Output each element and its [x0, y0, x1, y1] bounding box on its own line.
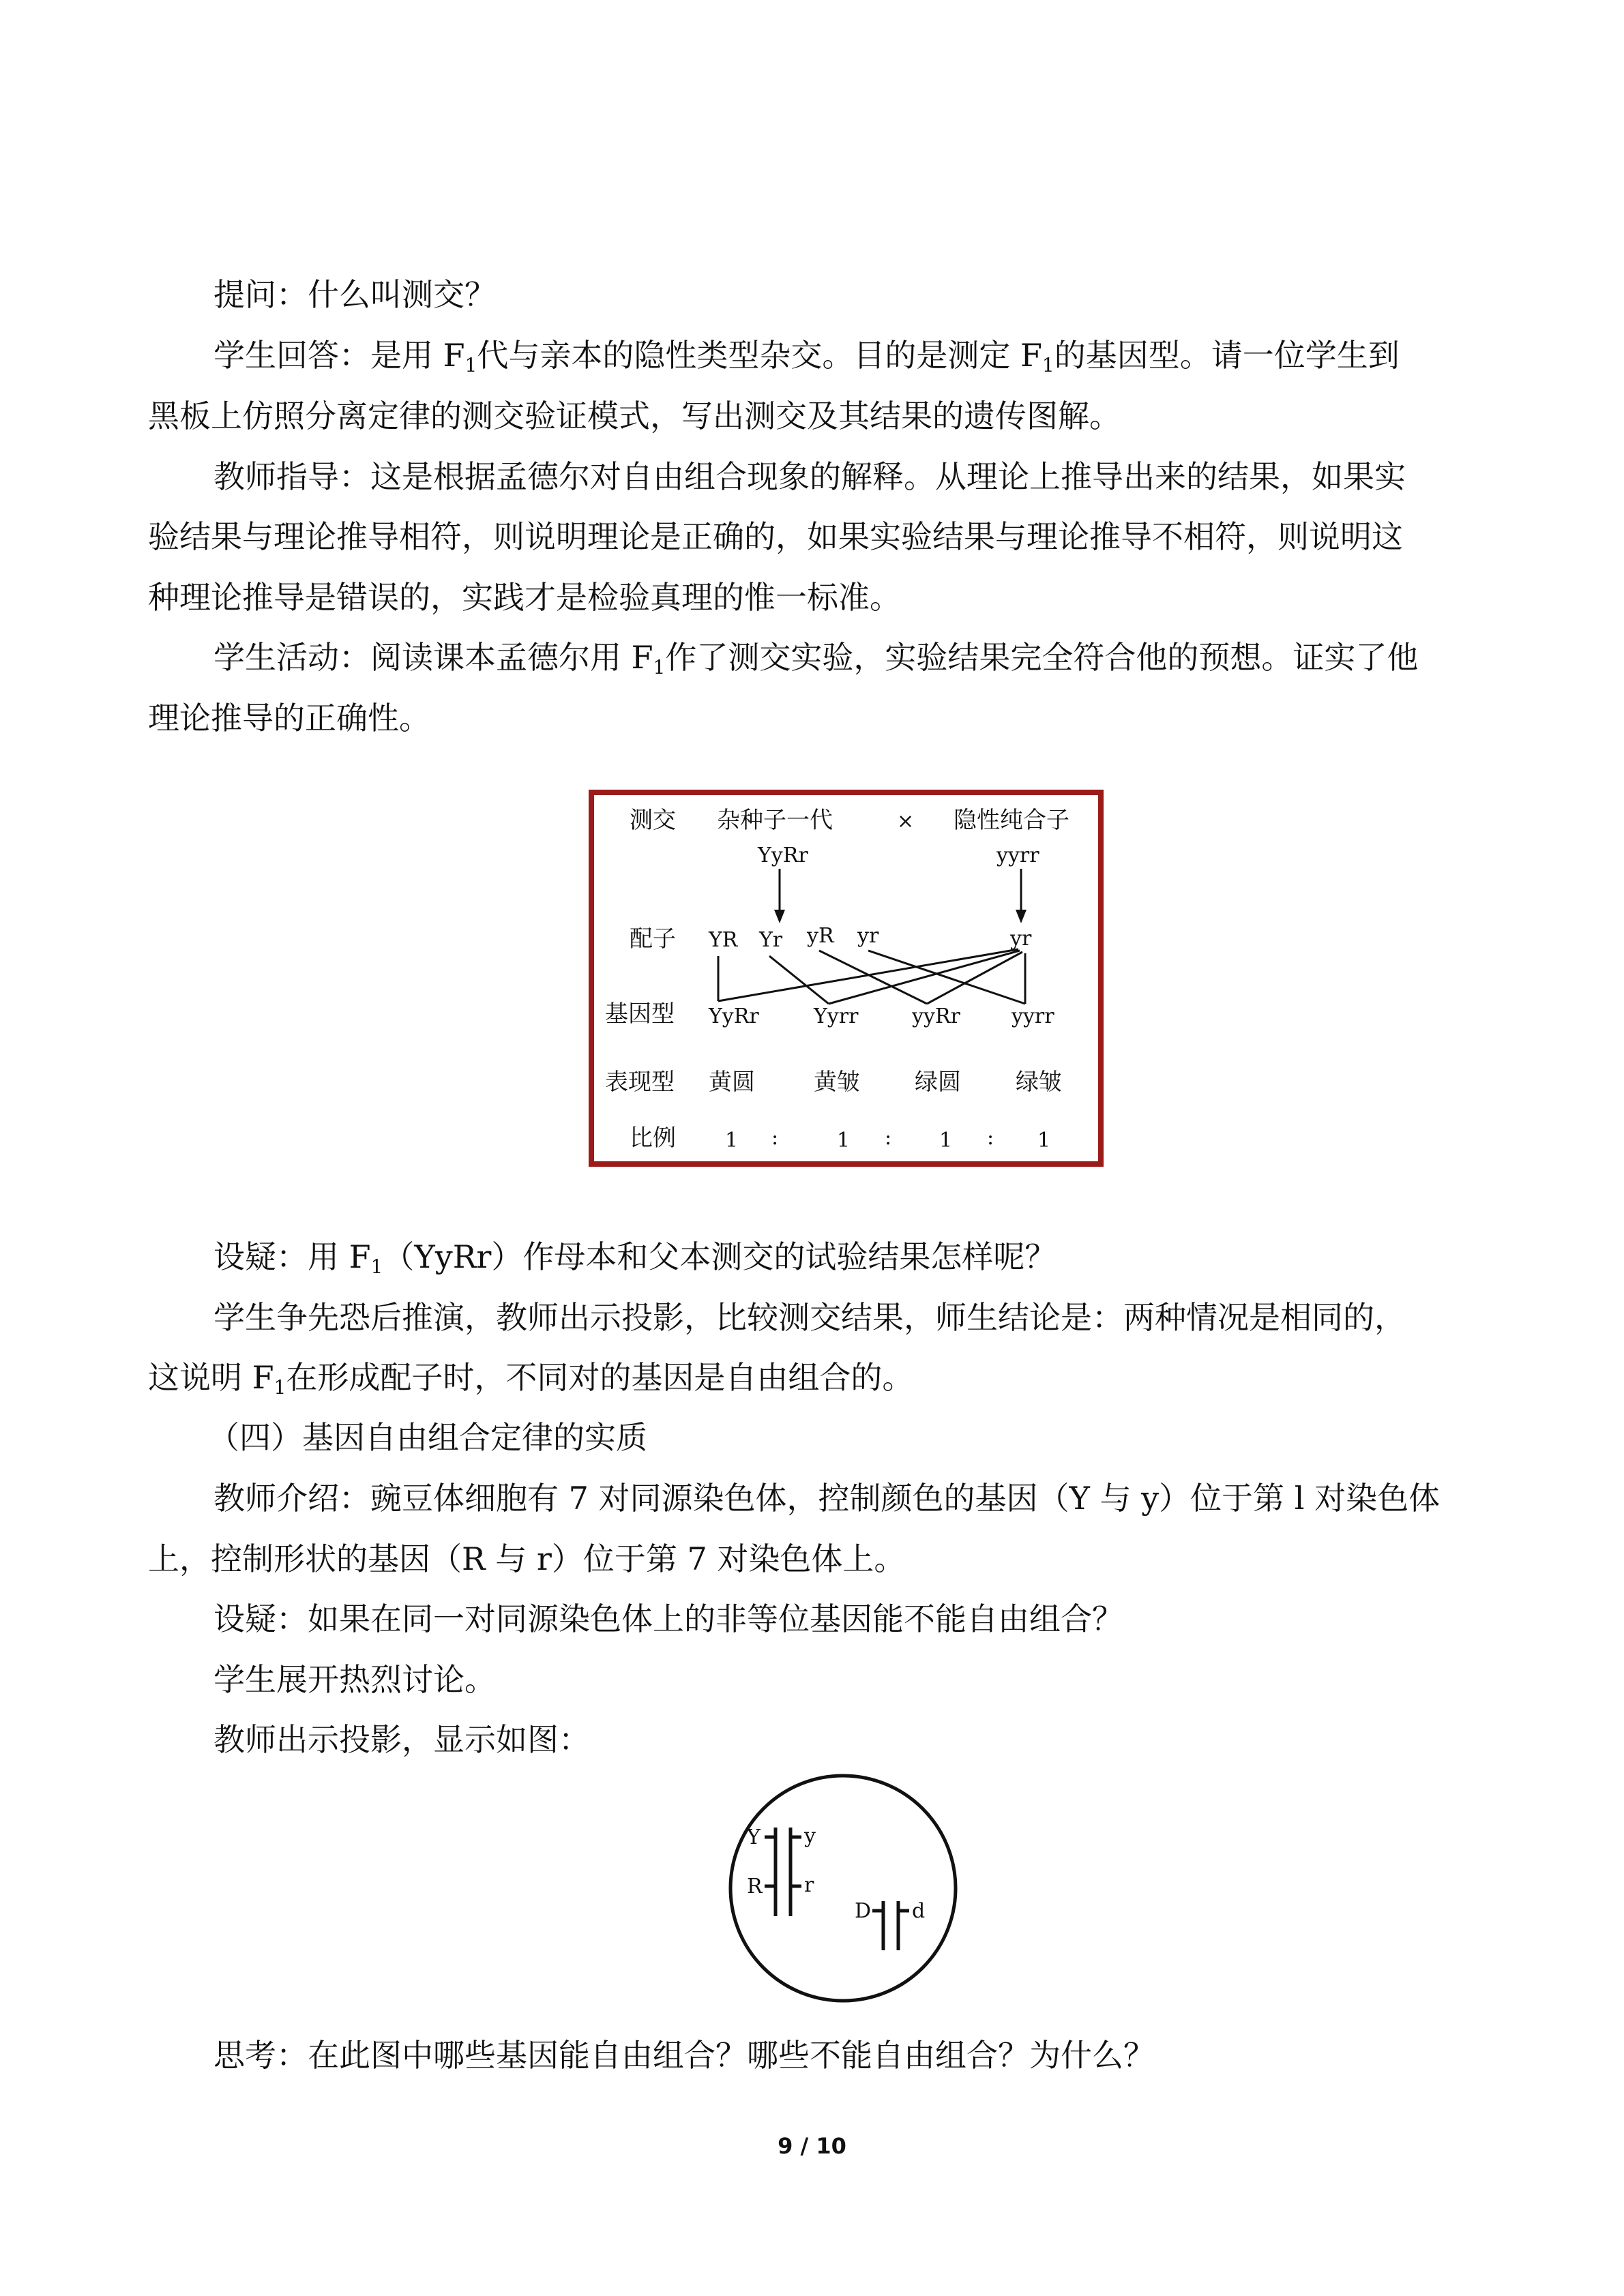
student-activity-line1: 学生活动：阅读课本孟德尔用 $F_1$作了测交实验，实验结果完全符合他的预想。证实了他: [213, 639, 1419, 679]
thinking-question: 思考：在此图中哪些基因能自由组合？哪些不能自由组合？为什么？: [213, 2037, 1155, 2074]
phenotype-3: 绿圆: [915, 1069, 961, 1096]
gene-label-r: r: [804, 1873, 814, 1897]
genotype-row-label: 基因型: [605, 1000, 675, 1028]
student-deduction-line1: 学生争先恐后推演，教师出示投影，比较测交结果，师生结论是：两种情况是相同的，: [213, 1299, 1406, 1336]
teacher-guidance-line1: 教师指导：这是根据孟德尔对自由组合现象的解释。从理论上推导出来的结果，如果实: [213, 458, 1406, 495]
gamete-yR: yR: [807, 924, 834, 948]
ratio-4: 1: [1037, 1129, 1051, 1152]
ratio-sep-3: :: [987, 1126, 994, 1150]
question-reciprocal-testcross: 设疑：用 $F_1(YyRr)$作母本和父本测交的试验结果怎样呢？: [213, 1238, 1057, 1278]
ratio-sep-2: :: [885, 1126, 892, 1150]
phenotype-2: 黄皱: [814, 1069, 860, 1096]
student-answer-line1: 学生回答：是用 $F_1$代与亲本的隐性类型杂交。目的是测定 $F_1$的基因型。请一位学生到: [213, 337, 1400, 376]
gamete-YR: YR: [709, 928, 738, 952]
teacher-intro-line1: 教师介绍：豌豆体细胞有 7 对同源染色体，控制颜色的基因（Y 与 y）位于第 l 对染色体: [213, 1480, 1441, 1517]
gamete-Yr: Yr: [759, 928, 783, 952]
teacher-guidance-line2: 验结果与理论推导相符，则说明理论是正确的，如果实验结果与理论推导不相符，则说明这: [148, 518, 1403, 555]
phenotype-row-label: 表现型: [605, 1069, 675, 1096]
gene-label-R: R: [747, 1875, 763, 1898]
gene-label-D: D: [855, 1899, 872, 1923]
offspring-genotype-1: YyRr: [709, 1004, 759, 1028]
phenotype-1: 黄圆: [709, 1069, 755, 1096]
student-discussion: 学生展开热烈讨论。: [213, 1661, 496, 1698]
ratio-2: 1: [837, 1129, 851, 1152]
section-heading-4: （四）基因自由组合定律的实质: [208, 1419, 647, 1456]
ratio-3: 1: [939, 1129, 953, 1152]
gamete-row-label: 配子: [630, 925, 676, 953]
page-number: 9 / 10: [778, 2133, 846, 2159]
ratio-sep-1: :: [771, 1126, 779, 1150]
parent1-genotype: YyRr: [758, 844, 808, 867]
parent2-genotype: yyrr: [996, 844, 1039, 867]
gamete-recessive-yr: yr: [1010, 927, 1032, 951]
cell-chromosome-diagram: [726, 1772, 960, 2005]
offspring-genotype-2: Yyrr: [814, 1004, 859, 1028]
student-deduction-line2: 这说明 $F_1$在形成配子时，不同对的基因是自由组合的。: [148, 1359, 914, 1399]
student-activity-line2: 理论推导的正确性。: [148, 700, 430, 736]
ratio-row-label: 比例: [630, 1124, 676, 1152]
testcross-label: 测交: [630, 807, 676, 834]
cross-sign: ×: [897, 809, 915, 833]
gamete-yr: yr: [857, 924, 879, 948]
gene-label-y: y: [804, 1824, 816, 1848]
offspring-genotype-3: yyRr: [912, 1004, 960, 1028]
teacher-intro-line2: 上，控制形状的基因（R 与 r）位于第 7 对染色体上。: [148, 1540, 906, 1577]
gene-label-d: d: [912, 1899, 926, 1923]
student-answer-line2: 黑板上仿照分离定律的测交验证模式，写出测交及其结果的遗传图解。: [148, 398, 1121, 434]
teacher-guidance-line3: 种理论推导是错误的，实践才是检验真理的惟一标准。: [148, 579, 901, 616]
gene-label-Y: Y: [747, 1825, 761, 1849]
parent2-label: 隐性纯合子: [954, 807, 1069, 834]
testcross-diagram: [589, 790, 1104, 1167]
teacher-projection: 教师出示投影，显示如图：: [213, 1721, 590, 1758]
cell-outline: [730, 1776, 956, 2001]
question-what-is-testcross: 提问：什么叫测交？: [213, 276, 496, 313]
ratio-1: 1: [725, 1129, 739, 1152]
question-linked-genes: 设疑：如果在同一对同源染色体上的非等位基因能不能自由组合？: [213, 1600, 1123, 1637]
offspring-genotype-4: yyrr: [1012, 1004, 1054, 1028]
parent1-label: 杂种子一代: [717, 807, 833, 834]
phenotype-4: 绿皱: [1016, 1069, 1062, 1096]
